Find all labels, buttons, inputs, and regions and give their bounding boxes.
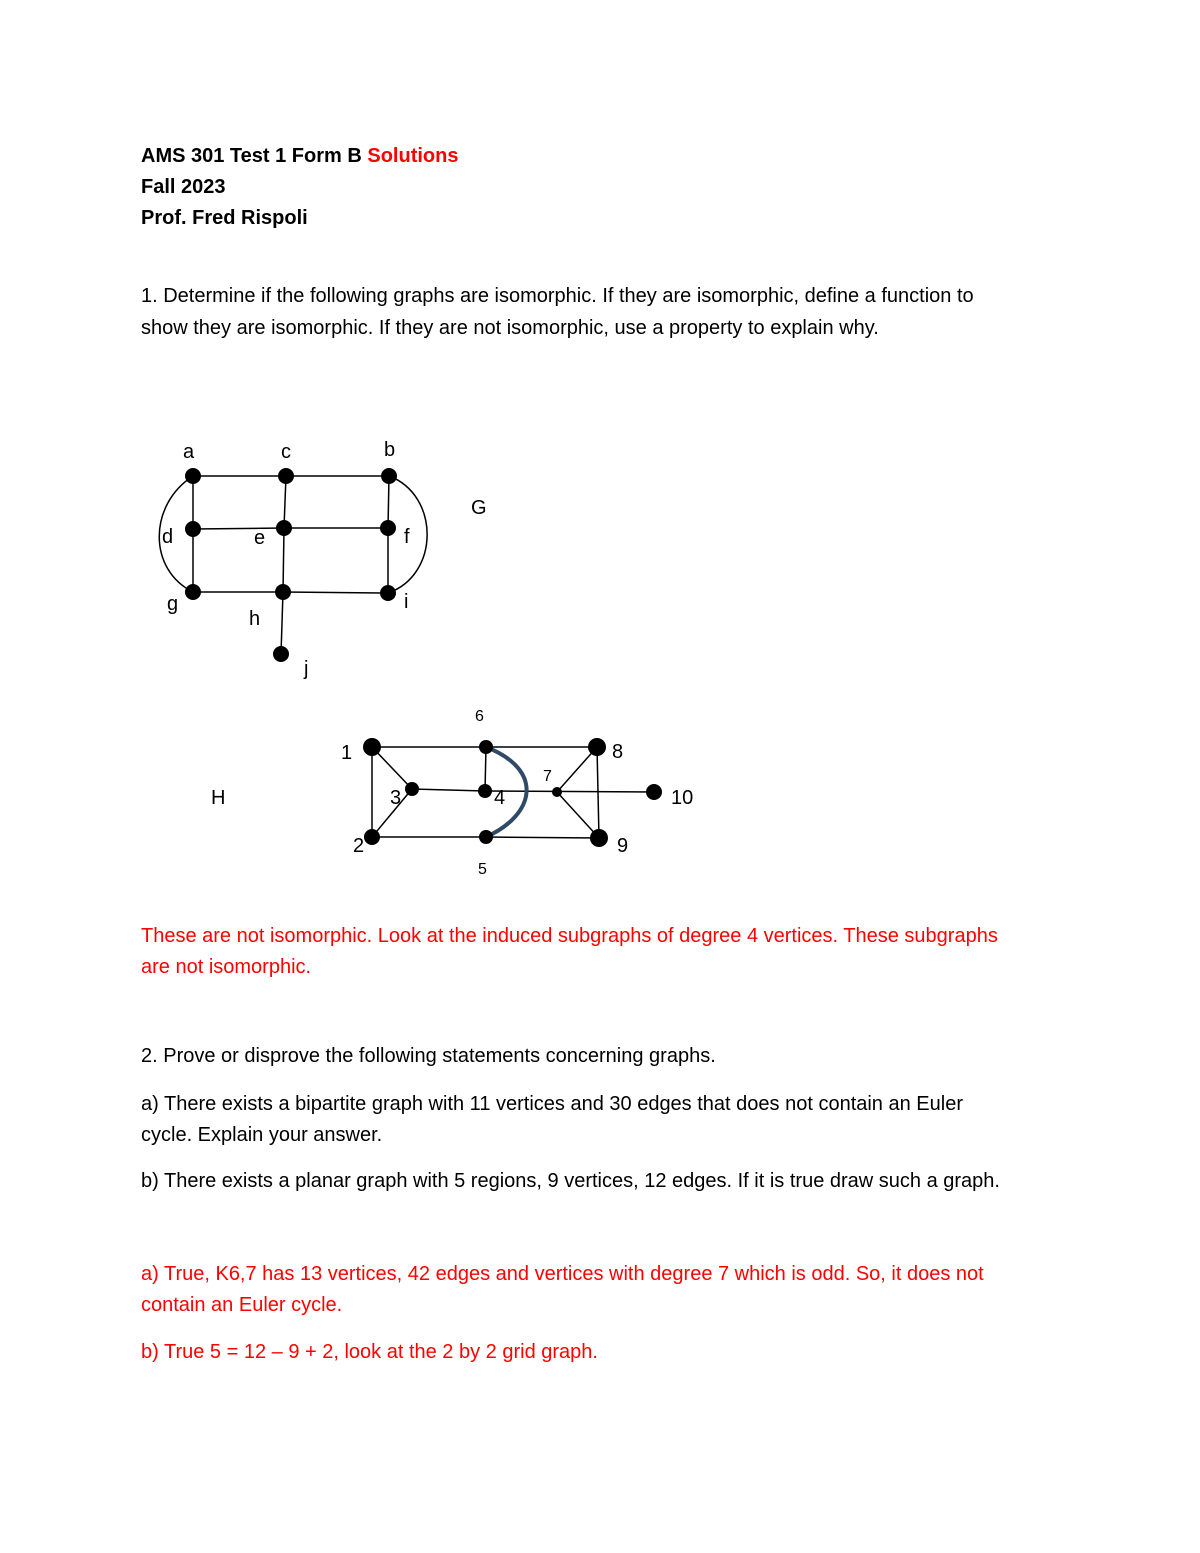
doc-title-solutions: Solutions bbox=[367, 145, 459, 167]
q2-prompt: 2. Prove or disprove the following statements concerning graphs. bbox=[141, 1045, 716, 1067]
label-j: j bbox=[304, 658, 309, 680]
label-a: a bbox=[183, 441, 195, 463]
vertex-3 bbox=[405, 782, 419, 796]
graph-h-labels bbox=[211, 708, 693, 878]
q2a-line1: a) There exists a bipartite graph with 11 vertices and 30 edges that does not contain an Euler bbox=[141, 1093, 963, 1115]
label-graph-g: G bbox=[471, 497, 487, 519]
vertex-a bbox=[185, 468, 201, 484]
vertex-i bbox=[380, 585, 396, 601]
edge-3-4 bbox=[412, 789, 485, 791]
vertex-5 bbox=[479, 830, 493, 844]
vertex-8 bbox=[588, 738, 606, 756]
label-2: 2 bbox=[353, 835, 365, 857]
vertex-1 bbox=[363, 738, 381, 756]
vertex-b bbox=[381, 468, 397, 484]
edge-6-5-curve bbox=[486, 747, 527, 837]
label-i: i bbox=[404, 591, 409, 613]
label-e: e bbox=[254, 527, 266, 549]
vertex-j bbox=[273, 646, 289, 662]
vertex-f bbox=[380, 520, 396, 536]
q2a-line2: cycle. Explain your answer. bbox=[141, 1124, 383, 1146]
vertex-7 bbox=[552, 787, 562, 797]
doc-instructor: Prof. Fred Rispoli bbox=[141, 207, 308, 229]
label-4: 4 bbox=[494, 787, 506, 809]
q2a-answer-line2: contain an Euler cycle. bbox=[141, 1294, 343, 1316]
label-3: 3 bbox=[390, 787, 402, 809]
label-c: c bbox=[281, 441, 291, 463]
label-9: 9 bbox=[617, 835, 629, 857]
label-1: 1 bbox=[341, 742, 353, 764]
label-graph-h: H bbox=[211, 787, 226, 809]
vertex-e bbox=[276, 520, 292, 536]
q1-answer-line1: These are not isomorphic. Look at the induced subgraphs of degree 4 vertices. These subgraphs bbox=[141, 925, 998, 947]
doc-title-text: AMS 301 Test 1 Form B bbox=[141, 145, 368, 167]
vertex-4 bbox=[478, 784, 492, 798]
q1-prompt-line1: 1. Determine if the following graphs are isomorphic. If they are isomorphic, define a function to bbox=[141, 285, 974, 307]
label-f: f bbox=[404, 526, 410, 548]
graph-g-vertices bbox=[185, 468, 397, 662]
label-g: g bbox=[167, 593, 179, 615]
vertex-h bbox=[275, 584, 291, 600]
label-b: b bbox=[384, 439, 396, 461]
label-h: h bbox=[249, 608, 261, 630]
edge-e-h bbox=[283, 528, 284, 592]
q1-prompt-line2: show they are isomorphic. If they are not isomorphic, use a property to explain why. bbox=[141, 317, 879, 339]
vertex-6 bbox=[479, 740, 493, 754]
label-5: 5 bbox=[478, 861, 487, 878]
edge-h-j bbox=[281, 592, 283, 654]
label-7: 7 bbox=[543, 768, 552, 785]
doc-term: Fall 2023 bbox=[141, 176, 226, 198]
label-10: 10 bbox=[671, 787, 694, 809]
vertex-2 bbox=[364, 829, 380, 845]
label-8: 8 bbox=[612, 741, 624, 763]
vertex-g bbox=[185, 584, 201, 600]
label-d: d bbox=[162, 526, 174, 548]
label-6: 6 bbox=[475, 708, 484, 725]
edge-4-10 bbox=[485, 791, 654, 792]
q2b-answer: b) True 5 = 12 – 9 + 2, look at the 2 by 2 grid graph. bbox=[141, 1341, 598, 1363]
q2b: b) There exists a planar graph with 5 regions, 9 vertices, 12 edges. If it is true draw such a graph. bbox=[141, 1170, 1000, 1192]
edge-5-9 bbox=[486, 837, 599, 838]
q1-answer-line2: are not isomorphic. bbox=[141, 956, 312, 978]
vertex-d bbox=[185, 521, 201, 537]
edge-7-9 bbox=[557, 792, 599, 838]
q2a-answer-line1: a) True, K6,7 has 13 vertices, 42 edges and vertices with degree 7 which is odd. So, it does not bbox=[141, 1263, 984, 1285]
graph-g bbox=[159, 476, 427, 654]
vertex-9 bbox=[590, 829, 608, 847]
vertex-10 bbox=[646, 784, 662, 800]
edge-d-e bbox=[193, 528, 284, 529]
edge-8-9 bbox=[597, 747, 599, 838]
graph-g-labels bbox=[162, 439, 487, 680]
vertex-c bbox=[278, 468, 294, 484]
edge-h-i bbox=[283, 592, 388, 593]
edge-7-8 bbox=[557, 747, 597, 792]
